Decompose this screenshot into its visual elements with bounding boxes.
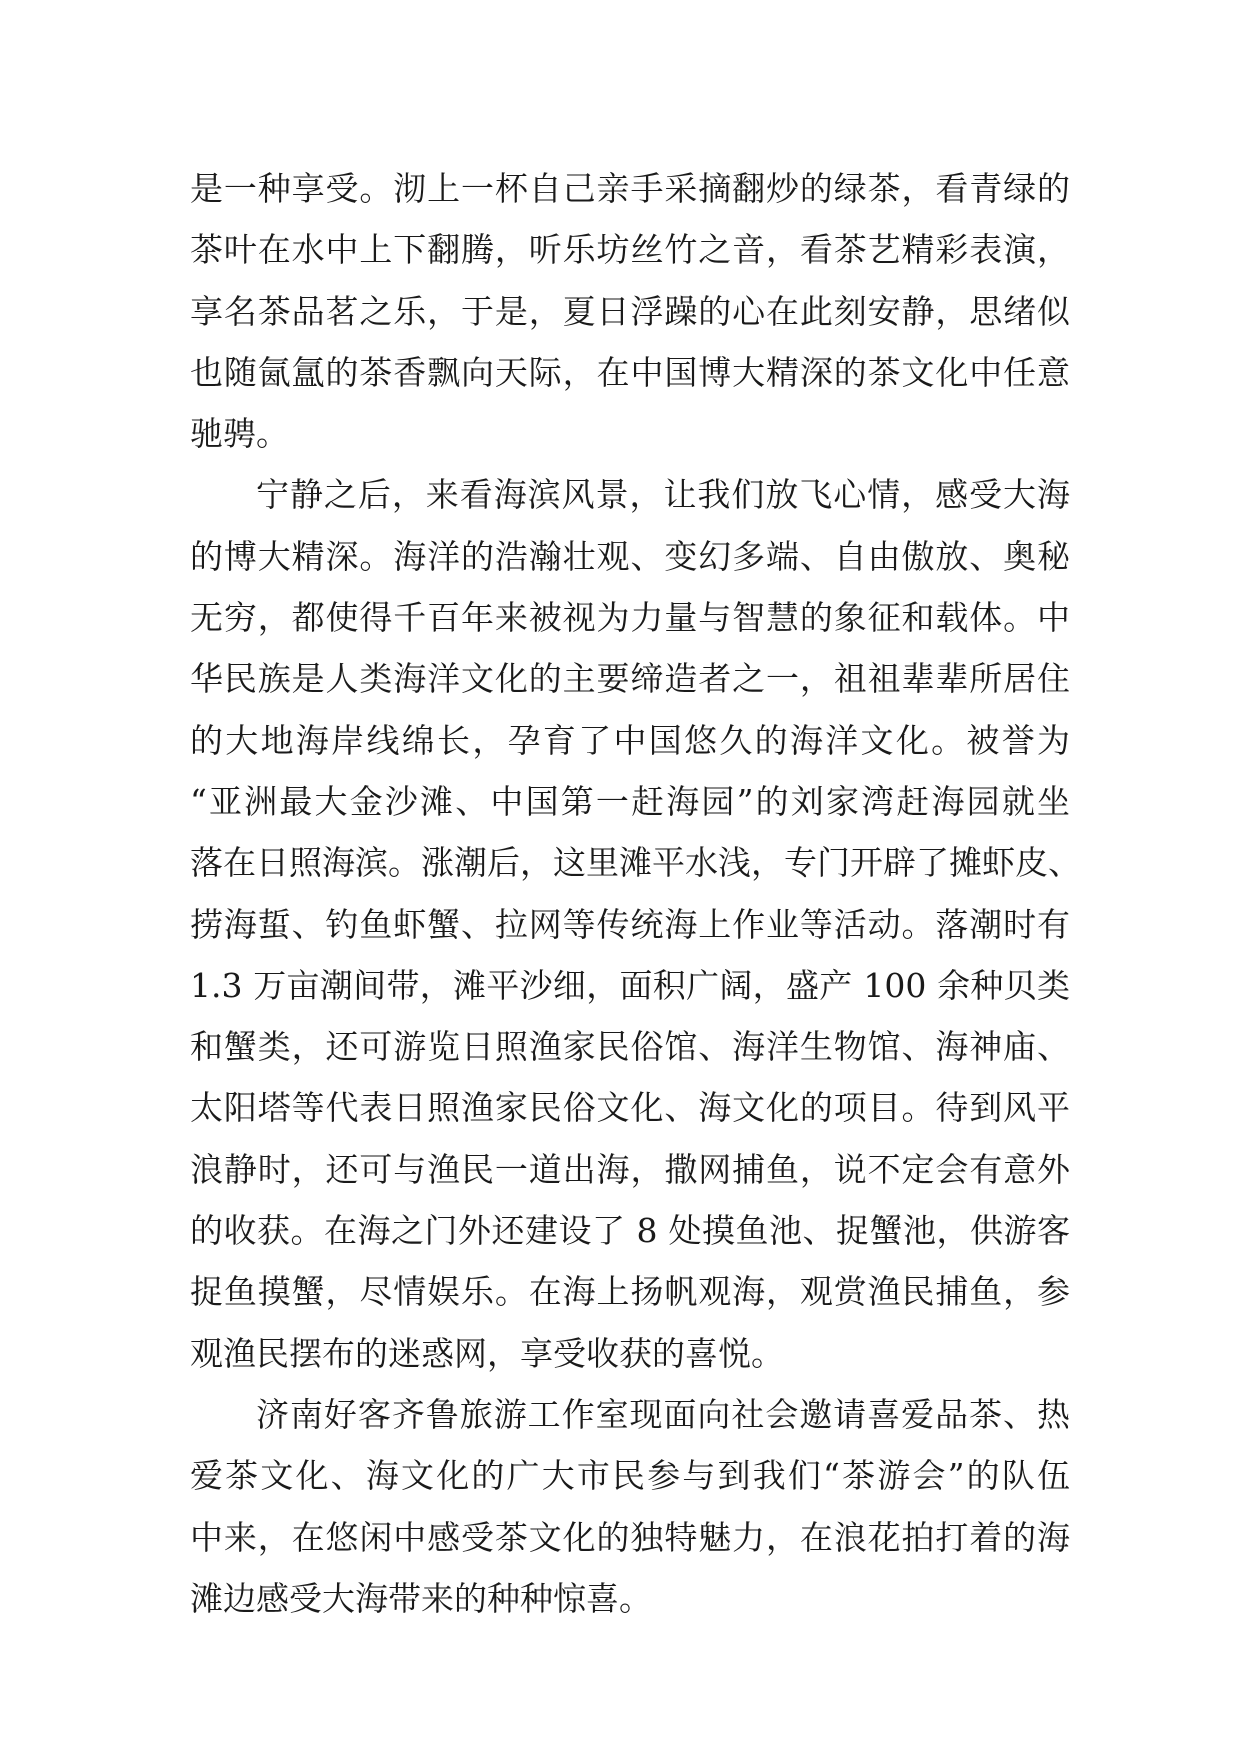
text-line: 宁静之后，来看海滨风景，让我们放飞心情，感受大海 (256, 475, 1070, 515)
text-line: 爱茶文化、海文化的广大市民参与到我们“茶游会”的队伍 (190, 1456, 1070, 1496)
text-line: 中来，在悠闲中感受茶文化的独特魅力，在浪花拍打着的海 (190, 1517, 1070, 1557)
body-text (190, 158, 1081, 1629)
paragraph (190, 158, 1070, 464)
text-line: 济南好客齐鲁旅游工作室现面向社会邀请喜爱品茶、热 (256, 1394, 1070, 1434)
text-line: 无穷，都使得千百年来被视为力量与智慧的象征和载体。中 (190, 598, 1070, 638)
text-line: 太阳塔等代表日照渔家民俗文化、海文化的项目。待到风平 (190, 1088, 1070, 1128)
text-line: 的博大精深。海洋的浩瀚壮观、变幻多端、自由傲放、奥秘 (190, 536, 1070, 576)
text-line: 浪静时，还可与渔民一道出海，撒网捕鱼，说不定会有意外 (190, 1149, 1070, 1189)
text-line: 捞海蜇、钓鱼虾蟹、拉网等传统海上作业等活动。落潮时有 (190, 904, 1070, 944)
text-line: 观渔民摆布的迷惑网，享受收获的喜悦。 (190, 1333, 784, 1373)
text-line: 落在日照海滨。涨潮后，这里滩平水浅，专门开辟了摊虾皮、 (190, 843, 1081, 883)
text-line: 的收获。在海之门外还建设了 8 处摸鱼池、捉蟹池，供游客 (190, 1211, 1070, 1251)
paragraph (190, 464, 1081, 1383)
text-line: “亚洲最大金沙滩、中国第一赶海园”的刘家湾赶海园就坐 (190, 781, 1070, 821)
text-line: 华民族是人类海洋文化的主要缔造者之一，祖祖辈辈所居住 (190, 659, 1070, 699)
text-line: 和蟹类，还可游览日照渔家民俗馆、海洋生物馆、海神庙、 (190, 1027, 1070, 1067)
text-line: 捉鱼摸蟹，尽情娱乐。在海上扬帆观海，观赏渔民捕鱼，参 (190, 1272, 1070, 1312)
paragraph (190, 1384, 1070, 1629)
text-line: 驰骋。 (190, 414, 289, 454)
text-line: 也随氤氲的茶香飘向天际，在中国博大精深的茶文化中任意 (190, 352, 1070, 392)
text-line: 滩边感受大海带来的种种惊喜。 (190, 1578, 652, 1618)
text-line: 的大地海岸线绵长，孕育了中国悠久的海洋文化。被誉为 (190, 720, 1070, 760)
text-line: 1.3 万亩潮间带，滩平沙细，面积广阔，盛产 100 余种贝类 (190, 965, 1070, 1005)
text-line: 茶叶在水中上下翻腾，听乐坊丝竹之音，看茶艺精彩表演， (190, 230, 1070, 270)
text-line: 享名茶品茗之乐，于是，夏日浮躁的心在此刻安静，思绪似 (190, 291, 1070, 331)
text-line: 是一种享受。沏上一杯自己亲手采摘翻炒的绿茶，看青绿的 (190, 169, 1070, 208)
